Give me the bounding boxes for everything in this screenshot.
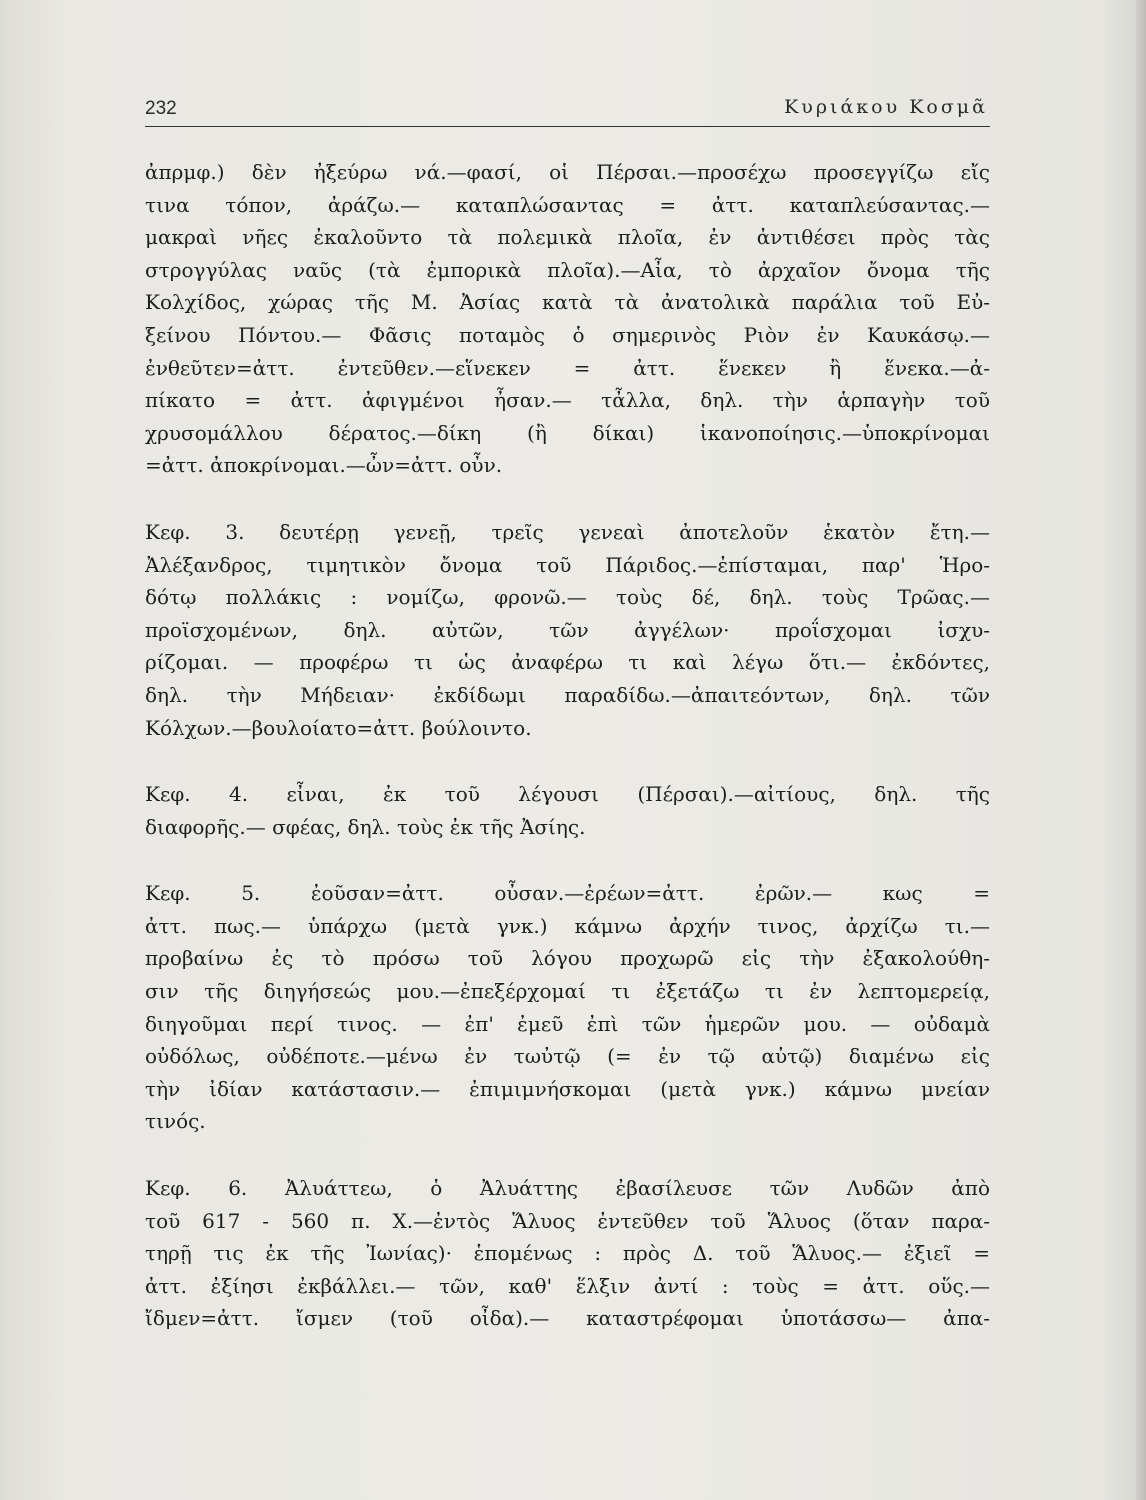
text-line: ρίζομαι. — προφέρω τι ὡς ἀναφέρω τι καὶ λέγω ὅτι.— ἐκδόντες, <box>145 650 990 675</box>
text-line: ἴδμεν=ἀττ. ἴσμεν (τοῦ οἶδα).— καταστρέφομαι ὑποτάσσω— ἀπα- <box>145 1306 990 1331</box>
text-line: χρυσομάλλου δέρατος.—δίκη (ἢ δίκαι) ἱκανοποίησις.—ὑποκρίνομαι <box>145 420 990 445</box>
text-line: δότῳ πολλάκις : νομίζω, φρονῶ.— τοὺς δέ, δηλ. τοὺς Τρῶας.— <box>145 585 990 610</box>
text-line: τινα τόπον, ἀράζω.— καταπλώσαντας = ἀττ. καταπλεύσαντας.— <box>145 192 990 217</box>
text-line: ἀπρμφ.) δὲν ἠξεύρω νά.—φασί, οἱ Πέρσαι.—προσέχω προσεγγίζω εἴς <box>145 160 990 184</box>
text-line: Κεφ. 3. δευτέρῃ γενεῇ, τρεῖς γενεαὶ ἀποτελοῦν ἑκατὸν ἔτη.— <box>145 519 990 544</box>
text-line: Κεφ. 6. Ἀλυάττεω, ὁ Ἀλυάττης ἐβασίλευσε τῶν Λυδῶν ἀπὸ <box>145 1176 990 1201</box>
paragraph-kef-6 <box>145 1172 990 1335</box>
paragraph-kef-3 <box>145 516 990 744</box>
text-line: σιν τῆς διηγήσεώς μου.—ἐπεξέρχομαί τι ἐξετάζω τι ἐν λεπτομερείᾳ, <box>145 979 990 1004</box>
text-line: πίκατο = ἀττ. ἀφιγμένοι ἦσαν.— τἆλλα, δηλ. τὴν ἁρπαγὴν τοῦ <box>145 388 990 413</box>
page-number: 232 <box>145 98 177 119</box>
text-line: Κόλχων.—βουλοίατο=ἀττ. βούλοιντο. <box>145 715 532 740</box>
paragraph-kef-4 <box>145 778 990 843</box>
text-line: προβαίνω ἐς τὸ πρόσω τοῦ λόγου προχωρῶ εἰς τὴν ἐξακολούθη- <box>145 946 990 971</box>
text-line: τοῦ 617 - 560 π. Χ.—ἐντὸς Ἅλυος ἐντεῦθεν τοῦ Ἅλυος (ὅταν παρα- <box>145 1208 990 1233</box>
text-line: προϊσχομένων, δηλ. αὐτῶν, τῶν ἀγγέλων· προΐσχομαι ἰσχυ- <box>145 617 990 642</box>
text-line: δηλ. τὴν Μήδειαν· ἐκδίδωμι παραδίδω.—ἀπαιτεόντων, δηλ. τῶν <box>145 682 990 707</box>
text-line: τὴν ἰδίαν κατάστασιν.— ἐπιμιμνήσκομαι (μετὰ γνκ.) κάμνω μνείαν <box>145 1076 990 1101</box>
text-line: στρογγύλας ναῦς (τὰ ἐμπορικὰ πλοῖα).—Αἶα, τὸ ἀρχαῖον ὄνομα τῆς <box>145 257 990 282</box>
text-line: μακραὶ νῆες ἐκαλοῦντο τὰ πολεμικὰ πλοῖα, ἐν ἀντιθέσει πρὸς τὰς <box>145 225 990 250</box>
text-line: Ἀλέξανδρος, τιμητικὸν ὄνομα τοῦ Πάριδος.—ἐπίσταμαι, παρ' Ἡρο- <box>145 552 990 577</box>
text-line: Κεφ. 5. ἐοῦσαν=ἀττ. οὖσαν.—ἐρέων=ἀττ. ἐρῶν.— κως = <box>145 881 990 906</box>
page-edge <box>1136 0 1146 1500</box>
text-line: διηγοῦμαι περί τινος. — ἐπ' ἐμεῦ ἐπὶ τῶν ἡμερῶν μου. — οὐδαμὰ <box>145 1011 990 1036</box>
paragraph-kef-5 <box>145 877 990 1138</box>
text-line: ἐνθεῦτεν=ἀττ. ἐντεῦθεν.—εἵνεκεν = ἀττ. ἕνεκεν ἢ ἕνεκα.—ἀ- <box>145 355 990 380</box>
running-title: Κυριάκου Κοσμᾶ <box>784 96 988 118</box>
text-line: ἀττ. ἐξίησι ἐκβάλλει.— τῶν, καθ' ἕλξιν ἀντί : τοὺς = ἀττ. οὕς.— <box>145 1273 990 1298</box>
body-text <box>145 156 990 1335</box>
page-header <box>145 96 990 127</box>
paragraph-1 <box>145 156 990 482</box>
text-line: οὐδόλως, οὐδέποτε.—μένω ἐν τωὐτῷ (= ἐν τῷ αὐτῷ) διαμένω εἰς <box>145 1044 990 1069</box>
text-line: Κολχίδος, χώρας τῆς Μ. Ἀσίας κατὰ τὰ ἀνατολικὰ παράλια τοῦ Εὐ- <box>145 290 990 315</box>
text-line: τηρῇ τις ἐκ τῆς Ἰωνίας)· ἑπομένως : πρὸς Δ. τοῦ Ἅλυος.— ἐξιεῖ = <box>145 1241 990 1266</box>
text-line: =ἀττ. ἀποκρίνομαι.—ὦν=ἀττ. οὖν. <box>145 453 503 478</box>
text-line: διαφορῆς.— σφέας, δηλ. τοὺς ἐκ τῆς Ἀσίης. <box>145 814 586 839</box>
text-line: Κεφ. 4. εἶναι, ἐκ τοῦ λέγουσι (Πέρσαι).—αἰτίους, δηλ. τῆς <box>145 782 990 807</box>
text-line: τινός. <box>145 1109 206 1134</box>
text-line: ξείνου Πόντου.— Φᾶσις ποταμὸς ὁ σημερινὸς Ριὸν ἐν Καυκάσῳ.— <box>145 322 990 347</box>
text-line: ἀττ. πως.— ὑπάρχω (μετὰ γνκ.) κάμνω ἀρχήν τινος, ἀρχίζω τι.— <box>145 913 990 938</box>
